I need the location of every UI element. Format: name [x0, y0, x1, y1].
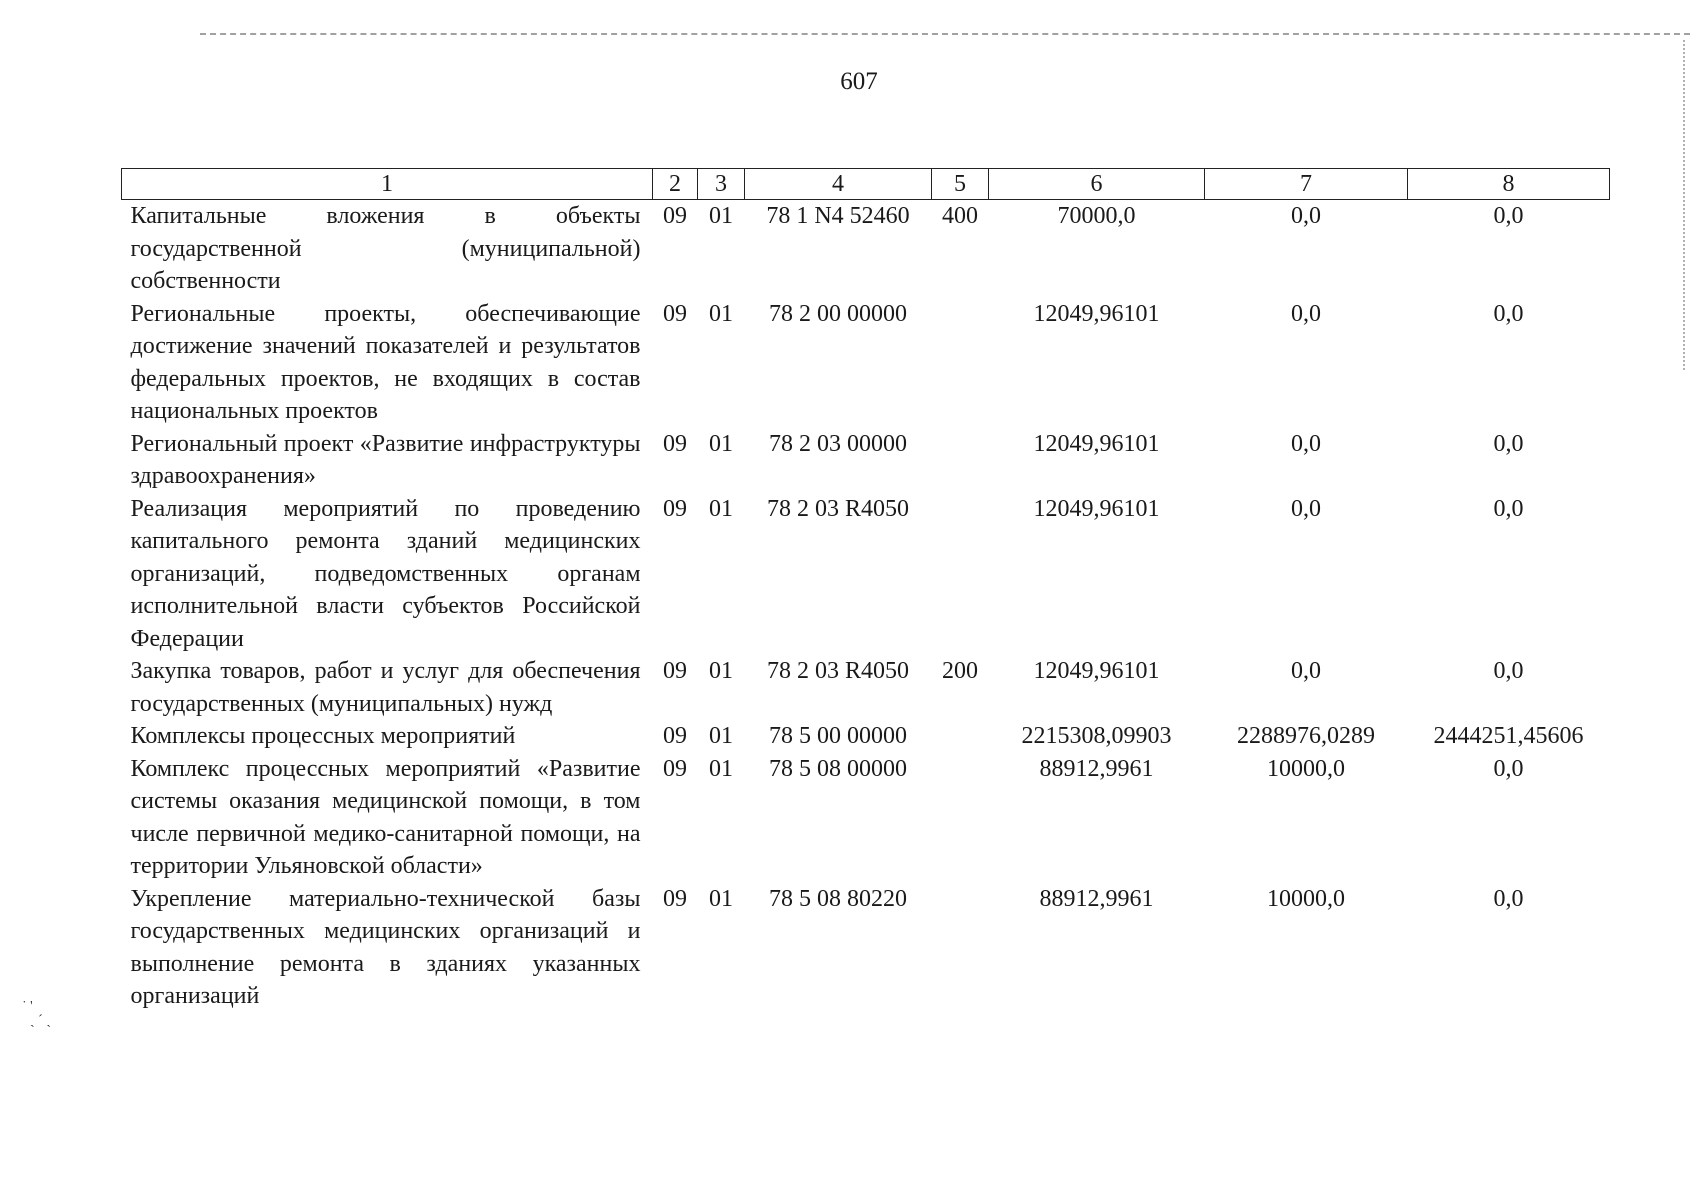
- row-target-code: 78 2 00 00000: [769, 300, 907, 327]
- row-amount-7: 0,0: [1291, 658, 1321, 684]
- row-expense-type: [932, 883, 989, 1013]
- row-amount-6: 12049,96101: [1033, 495, 1160, 522]
- table-row: [122, 493, 1610, 656]
- row-expense-type: 400: [942, 203, 978, 229]
- row-name: Региональные проекты, обеспечивающие достижение значений показателей и результатов федеральных проектов, не входящих в состав национальных проектов: [130, 300, 641, 424]
- row-target-code: 78 2 03 R4050: [766, 495, 909, 522]
- row-name: Реализация мероприятий по проведению капитального ремонта зданий медицинских организаций, подведомственных органам исполнительной власти субъектов Российской Федерации: [130, 495, 641, 652]
- header-cell-8: 8: [1408, 169, 1610, 200]
- row-amount-7: 10000,0: [1267, 885, 1345, 912]
- row-name: Капитальные вложения в объекты государственной (муниципальной) собственности: [130, 203, 641, 294]
- header-cell-3: 3: [698, 169, 745, 200]
- row-amount-7: 2288976,0289: [1237, 723, 1375, 749]
- row-subsection: 01: [709, 300, 733, 327]
- row-amount-7: 0,0: [1291, 430, 1321, 457]
- row-target-code: 78 2 03 R4050: [766, 658, 909, 684]
- row-name: Закупка товаров, работ и услуг для обеспечения государственных (муниципальных) нужд: [130, 658, 641, 717]
- header-cell-7: 7: [1205, 169, 1408, 200]
- scan-speck: ˏ ˊ ˎ: [30, 1013, 51, 1028]
- row-section: 09: [663, 430, 687, 457]
- header-cell-6: 6: [989, 169, 1205, 200]
- table-row: [122, 753, 1610, 883]
- row-amount-8: 0,0: [1493, 658, 1524, 684]
- row-target-code: 78 5 08 80220: [769, 885, 907, 912]
- header-cell-5: 5: [932, 169, 989, 200]
- row-amount-6: 70000,0: [1057, 203, 1136, 229]
- row-section: 09: [663, 755, 687, 782]
- header-row: [122, 169, 1610, 200]
- table-row: [122, 720, 1610, 753]
- row-amount-8: 0,0: [1493, 430, 1524, 457]
- row-amount-8: 0,0: [1493, 755, 1524, 782]
- row-amount-8: 0,0: [1493, 203, 1524, 229]
- row-subsection: 01: [709, 885, 733, 912]
- table-row: [122, 883, 1610, 1013]
- row-subsection: 01: [709, 723, 733, 749]
- row-expense-type: [932, 753, 989, 883]
- row-amount-8: 2444251,45606: [1433, 723, 1584, 749]
- row-subsection: 01: [709, 658, 733, 684]
- row-amount-7: 0,0: [1291, 495, 1321, 522]
- row-section: 09: [663, 495, 687, 522]
- header-cell-2: 2: [653, 169, 698, 200]
- row-target-code: 78 5 00 00000: [769, 723, 907, 749]
- row-amount-6: 88912,9961: [1039, 755, 1154, 782]
- row-section: 09: [663, 723, 687, 749]
- budget-table: [121, 168, 1610, 1013]
- row-amount-6: 12049,96101: [1033, 430, 1160, 457]
- row-subsection: 01: [709, 203, 733, 229]
- header-cell-4: 4: [745, 169, 932, 200]
- row-amount-8: 0,0: [1493, 495, 1524, 522]
- row-section: 09: [663, 203, 687, 229]
- row-amount-6: 12049,96101: [1033, 658, 1160, 684]
- row-section: 09: [663, 658, 687, 684]
- row-target-code: 78 2 03 00000: [769, 430, 907, 457]
- row-amount-7: 0,0: [1291, 300, 1321, 327]
- row-amount-7: 0,0: [1291, 203, 1321, 229]
- row-expense-type: [932, 298, 989, 428]
- row-section: 09: [663, 300, 687, 327]
- row-subsection: 01: [709, 430, 733, 457]
- row-amount-8: 0,0: [1493, 300, 1524, 327]
- table-row: [122, 655, 1610, 720]
- row-expense-type: [932, 493, 989, 656]
- row-amount-6: 2215308,09903: [1021, 723, 1172, 749]
- row-section: 09: [663, 885, 687, 912]
- scan-speck: ˙ ': [22, 999, 33, 1014]
- row-expense-type: [932, 720, 989, 753]
- row-target-code: 78 1 N4 52460: [766, 203, 910, 229]
- row-expense-type: [932, 428, 989, 493]
- row-name: Комплексы процессных мероприятий: [130, 723, 516, 749]
- row-amount-8: 0,0: [1493, 885, 1524, 912]
- row-amount-6: 88912,9961: [1039, 885, 1154, 912]
- header-cell-1: 1: [122, 169, 653, 200]
- row-subsection: 01: [709, 755, 733, 782]
- row-expense-type: 200: [942, 658, 978, 684]
- page-number: 607: [840, 68, 878, 95]
- scan-artifact-top: [200, 33, 1690, 41]
- row-subsection: 01: [709, 495, 733, 522]
- table-row: [122, 428, 1610, 493]
- row-name: Укрепление материально-технической базы государственных медицинских организаций и выполнение ремонта в зданиях указанных организаций: [130, 885, 641, 1009]
- row-name: Комплекс процессных мероприятий «Развитие системы оказания медицинской помощи, в том числе первичной медико-санитарной помощи, на территории Ульяновской области»: [130, 755, 641, 879]
- row-target-code: 78 5 08 00000: [769, 755, 907, 782]
- row-amount-6: 12049,96101: [1033, 300, 1160, 327]
- table-row: [122, 200, 1610, 298]
- row-amount-7: 10000,0: [1267, 755, 1345, 782]
- row-name: Региональный проект «Развитие инфраструктуры здравоохранения»: [130, 430, 641, 489]
- table-row: [122, 298, 1610, 428]
